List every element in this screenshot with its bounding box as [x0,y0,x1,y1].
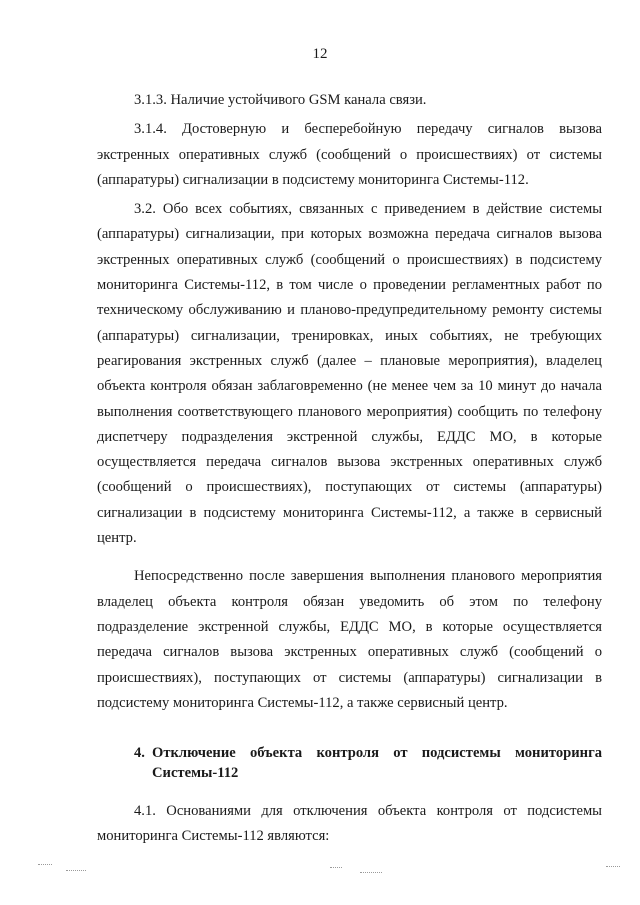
paragraph-3-1-4: 3.1.4. Достоверную и бесперебойную передачу сигналов вызова экстренных оперативных служб (сообщений о происшествиях) от системы (аппаратуры) сигнализации в подсистему мониторинга Системы-112. [97,121,602,188]
section-heading-number: 4. [134,745,145,762]
scan-mark [66,870,86,872]
scan-artifacts [0,862,640,882]
scan-mark [360,872,382,874]
paragraph-notify-after: Непосредственно после завершения выполнения планового мероприятия владелец объекта контроля обязан уведомить об этом по телефону подразделение экстренной службы, ЕДДС МО, в которые осуществляется передача сигналов вызова экстренных оперативных служб (сообщений о происшествиях), поступающих от системы (аппаратуры) сигнализации в подсистему мониторинга Системы-112, а также сервисный центр. [97,568,602,711]
scan-mark [38,864,52,866]
scan-mark [330,867,342,869]
paragraph-4-1: 4.1. Основаниями для отключения объекта контроля от подсистемы мониторинга Системы-112 являются: [97,803,602,845]
paragraph-3-2: 3.2. Обо всех событиях, связанных с приведением в действие системы (аппаратуры) сигнализации, при которых возможна передача сигналов вызова экстренных оперативных служб (сообщений о происшествиях) в подсистему мониторинга Системы-112, в том числе о проведении регламентных работ по техническому обслуживанию и планово-предупредительному ремонту системы (аппаратуры) сигнализации, тренировках, иных событиях, не требующих реагирования экстренных служб (далее – плановые мероприятия), владелец объекта контроля обязан заблаговременно (не менее чем за 10 минут до начала выполнения соответствующего планового мероприятия) сообщить по телефону диспетчеру подразделения экстренной службы, ЕДДС МО, в которые осуществляется передача сигналов вызова экстренных оперативных служб (сообщений о происшествиях), поступающих от системы (аппаратуры) сигнализации в подсистему мониторинга Системы-112, а также в сервисный центр. [97,201,602,547]
document-body [97,88,602,850]
page-number: 12 [312,46,328,62]
section-heading [97,743,602,783]
paragraph-3-1-3: 3.1.3. Наличие устойчивого GSM канала связи. [134,92,427,108]
section-heading-text: Отключение объекта контроля от подсистемы мониторинга Системы-112 [152,745,602,782]
scan-mark [606,866,620,868]
